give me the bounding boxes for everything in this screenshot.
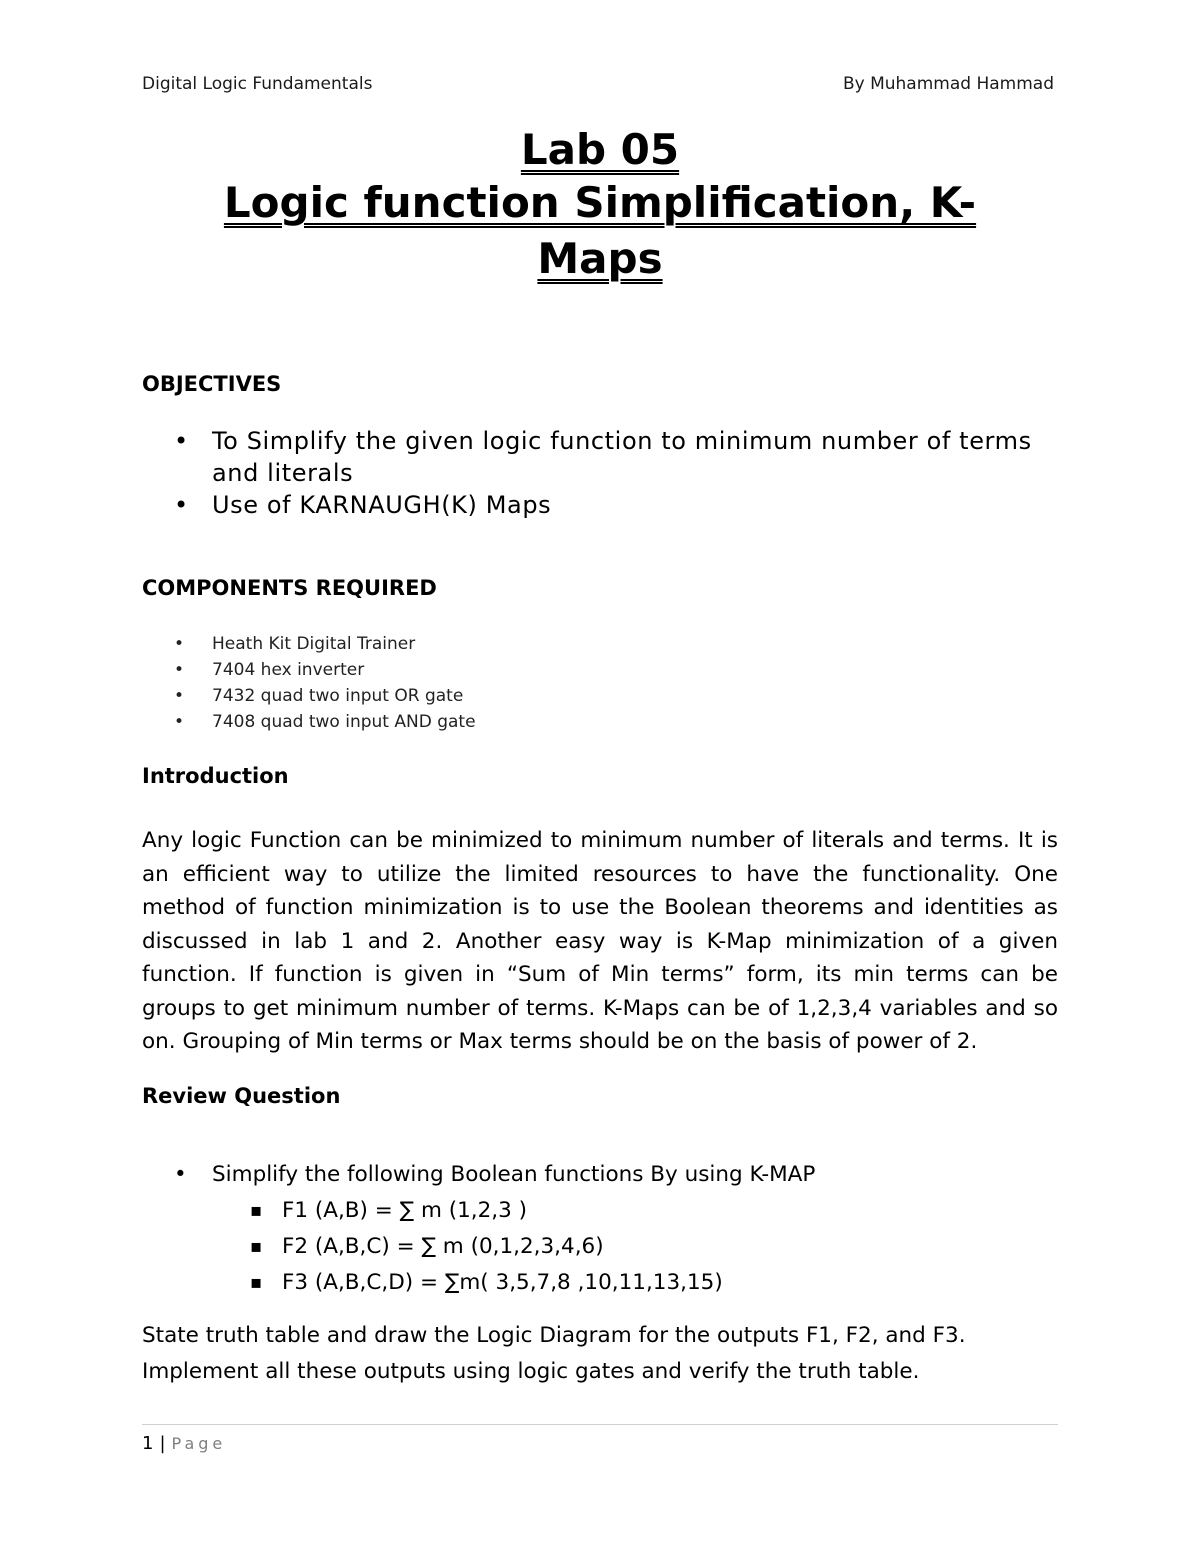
page-label: Page [171, 1434, 227, 1453]
list-item: • 7432 quad two input OR gate [142, 683, 476, 709]
list-item: • Simplify the following Boolean functions By using K-MAP [142, 1157, 815, 1193]
function-list [212, 1193, 723, 1301]
header-course-title: Digital Logic Fundamentals [142, 74, 373, 94]
introduction-heading: Introduction [142, 764, 289, 788]
objectives-heading: OBJECTIVES [142, 372, 282, 396]
list-item: • 7408 quad two input AND gate [142, 709, 476, 735]
function-item: ▪ F1 (A,B) = ∑ m (1,2,3 ) [212, 1193, 723, 1229]
closing-instruction-1: State truth table and draw the Logic Diagram for the outputs F1, F2, and F3. [142, 1323, 966, 1348]
header-author: By Muhammad Hammad [842, 74, 1054, 94]
introduction-paragraph: Any logic Function can be minimized to minimum number of literals and terms. It is an efficient way to utilize the limited resources to have the functionality. One method of function minimization is to use the Boolean theorems and identities as discussed in lab 1 and 2. Another easy way is K-Map minimization of a given function. If function is given in “Sum of Min terms” form, its min terms can be groups to get minimum number of terms. K-Maps can be of 1,2,3,4 variables and so on. Grouping of Min terms or Max terms should be on the basis of power of 2. [142, 828, 1058, 1054]
list-item: • Use of KARNAUGH(K) Maps [142, 489, 1042, 521]
page-header [142, 74, 1054, 98]
components-heading: COMPONENTS REQUIRED [142, 576, 437, 600]
lab-title-line-1: Lab 05 [520, 125, 680, 174]
lab-subtitle-2 [0, 233, 1200, 285]
list-item: • Heath Kit Digital Trainer [142, 631, 476, 657]
lab-title-line-2: Logic function Simplification, K- [223, 178, 977, 227]
page-footer [142, 1433, 226, 1454]
list-item: • To Simplify the given logic function to minimum number of terms and literals [142, 425, 1042, 489]
review-heading: Review Question [142, 1084, 341, 1108]
footer-divider [142, 1424, 1058, 1425]
footer-separator: | [159, 1433, 166, 1454]
objectives-list [142, 425, 1042, 521]
function-item: ▪ F2 (A,B,C) = ∑ m (0,1,2,3,4,6) [212, 1229, 723, 1265]
lab-title-line-3: Maps [537, 234, 663, 283]
lab-subtitle-1 [0, 177, 1200, 229]
list-item: • 7404 hex inverter [142, 657, 476, 683]
function-item: ▪ F3 (A,B,C,D) = ∑m( 3,5,7,8 ,10,11,13,15) [212, 1265, 723, 1301]
page-number: 1 [142, 1433, 154, 1454]
review-list [142, 1157, 815, 1193]
closing-instruction-2: Implement all these outputs using logic gates and verify the truth table. [142, 1359, 920, 1384]
components-list [142, 631, 476, 735]
lab-title [0, 124, 1200, 176]
